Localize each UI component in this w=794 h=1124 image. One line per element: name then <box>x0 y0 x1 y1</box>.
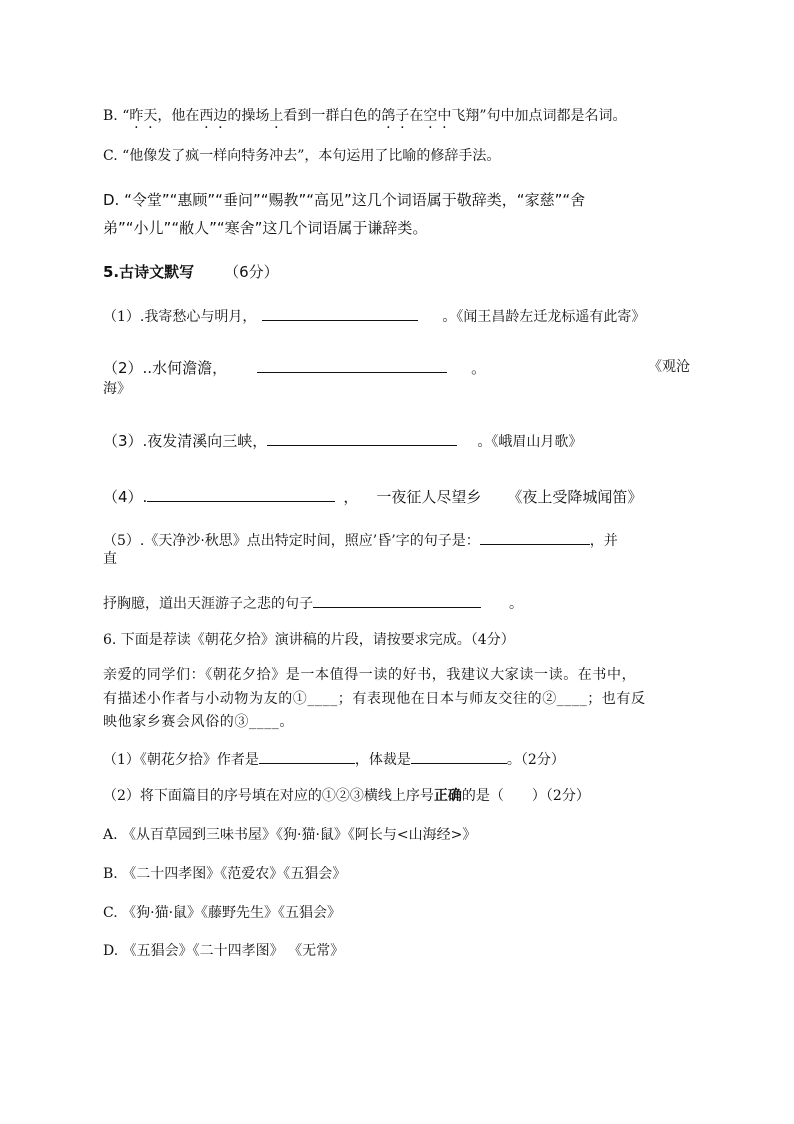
sub-question-1-mid: ，体裁是 <box>354 752 411 768</box>
question-5-score: （6分） <box>224 263 279 281</box>
dotted-char: 子 <box>395 108 410 124</box>
question-5-heading <box>103 262 279 282</box>
answer-blank[interactable] <box>313 592 481 608</box>
answer-blank[interactable] <box>411 748 507 764</box>
dotted-char: 鸽 <box>381 108 396 124</box>
dotted-char: 天 <box>143 108 158 124</box>
option-b-text: 的操场 <box>227 108 270 124</box>
option-b-text: 飞翔”句中加点词都是名词。 <box>451 108 627 124</box>
poem-2-prompt: （2）..水何澹澹， <box>103 359 228 377</box>
choice-b[interactable]: B. 《二十四孝图》《范爱农》《五猖会》 <box>103 866 347 882</box>
poem-2-source-1: 《观沧 <box>648 359 690 375</box>
answer-blank[interactable] <box>147 486 335 502</box>
poem-5-suffix: ，并 <box>589 533 618 549</box>
dotted-char: 空 <box>423 108 438 124</box>
poem-item-2 <box>103 357 486 378</box>
poem-4-source: 《夜上受降城闻笛》 <box>507 488 643 506</box>
choice-c[interactable]: C. 《狗·猫·鼠》《藤野先生》《五猖会》 <box>103 905 342 921</box>
poem-4-line: 一夜征人尽望乡 <box>376 488 482 506</box>
option-b-text: 在 <box>409 108 424 124</box>
question-6-heading: 6. 下面是荐读《朝花夕拾》演讲稿的片段，请按要求完成。（4分） <box>103 632 515 648</box>
answer-blank[interactable] <box>480 529 590 545</box>
option-b-text: 看到一群白色的 <box>283 108 382 124</box>
poem-2-period: 。 <box>471 359 487 377</box>
dotted-char: 中 <box>437 108 452 124</box>
choice-a[interactable]: A. 《从百草园到三味书屋》《狗·猫·鼠》《阿长与<山海经>》 <box>103 827 477 843</box>
answer-blank[interactable] <box>259 748 355 764</box>
option-b-prefix: B. “ <box>103 108 130 124</box>
answer-blank[interactable] <box>267 430 457 446</box>
sub-question-1-score: 。（2分） <box>506 752 565 768</box>
answer-blank[interactable] <box>257 357 447 373</box>
sub-question-1 <box>103 748 565 770</box>
option-d-line1: D. “令堂”“惠顾”“垂问”“赐教”“高见”这几个词语属于敬辞类，“家慈”“舍 <box>103 191 586 209</box>
option-c: C. “他像发了疯一样向特务冲去”，本句运用了比喻的修辞手法。 <box>103 148 501 164</box>
answer-blank[interactable] <box>262 305 418 321</box>
sub-question-2-score: 的是（ ）（2分） <box>461 788 590 804</box>
speech-line-2: 有描述小作者与小动物为友的①____；有表现他在日本与师友交往的②____；也有反 <box>103 691 646 707</box>
poem-1-source: 。《闻王昌龄左迁龙标遥有此寄》 <box>442 309 646 325</box>
dotted-char: 上 <box>269 108 284 124</box>
speech-line-3: 映他家乡赛会风俗的③____。 <box>103 714 294 730</box>
poem-5-prompt: （5）.《天净沙·秋思》点出特定时间，照应’昏’字的句子是： <box>103 533 480 549</box>
poem-item-3 <box>103 430 582 452</box>
poem-5-wrap: 直 <box>103 551 117 567</box>
poem-5b-prompt: 抒胸臆，道出天涯游子之悲的句子 <box>103 596 313 612</box>
poem-item-1 <box>103 305 645 327</box>
emphasis-correct: 正确 <box>433 788 462 804</box>
poem-item-5b <box>103 592 523 614</box>
poem-4-prompt: （4）. <box>103 488 148 506</box>
poem-1-prompt: （1）.我寄愁心与明月， <box>103 309 257 325</box>
poem-item-5 <box>103 529 618 551</box>
question-5-title: 5.古诗文默写 <box>103 263 195 281</box>
dotted-char: 边 <box>213 108 228 124</box>
sub-question-2 <box>103 786 590 806</box>
dotted-char: 西 <box>199 108 214 124</box>
sub-question-1-prompt: （1）《朝花夕拾》作者是 <box>103 752 259 768</box>
choice-d[interactable]: D. 《五猖会》《二十四孝图》 《无常》 <box>103 943 345 959</box>
poem-3-prompt: （3）.夜发清溪向三峡， <box>103 432 268 450</box>
poem-2-source-2: 海》 <box>103 381 131 397</box>
option-b <box>103 106 627 126</box>
option-d-line2: 弟”“小儿”“敝人”“寒舍”这几个词语属于谦辞类。 <box>103 219 428 237</box>
poem-5b-period: 。 <box>509 596 523 612</box>
poem-item-4 <box>103 486 642 507</box>
sub-question-2-prompt: （2）将下面篇目的序号填在对应的①②③横线上序号 <box>103 788 434 804</box>
dotted-char: 昨 <box>129 108 144 124</box>
poem-3-source: 。《峨眉山月歌》 <box>477 434 583 450</box>
poem-4-comma: ， <box>343 488 359 506</box>
speech-line-1: 亲爱的同学们：《朝花夕拾》是一本值得一读的好书，我建议大家读一读。在书中， <box>103 667 637 683</box>
option-b-text: ，他在 <box>157 108 200 124</box>
